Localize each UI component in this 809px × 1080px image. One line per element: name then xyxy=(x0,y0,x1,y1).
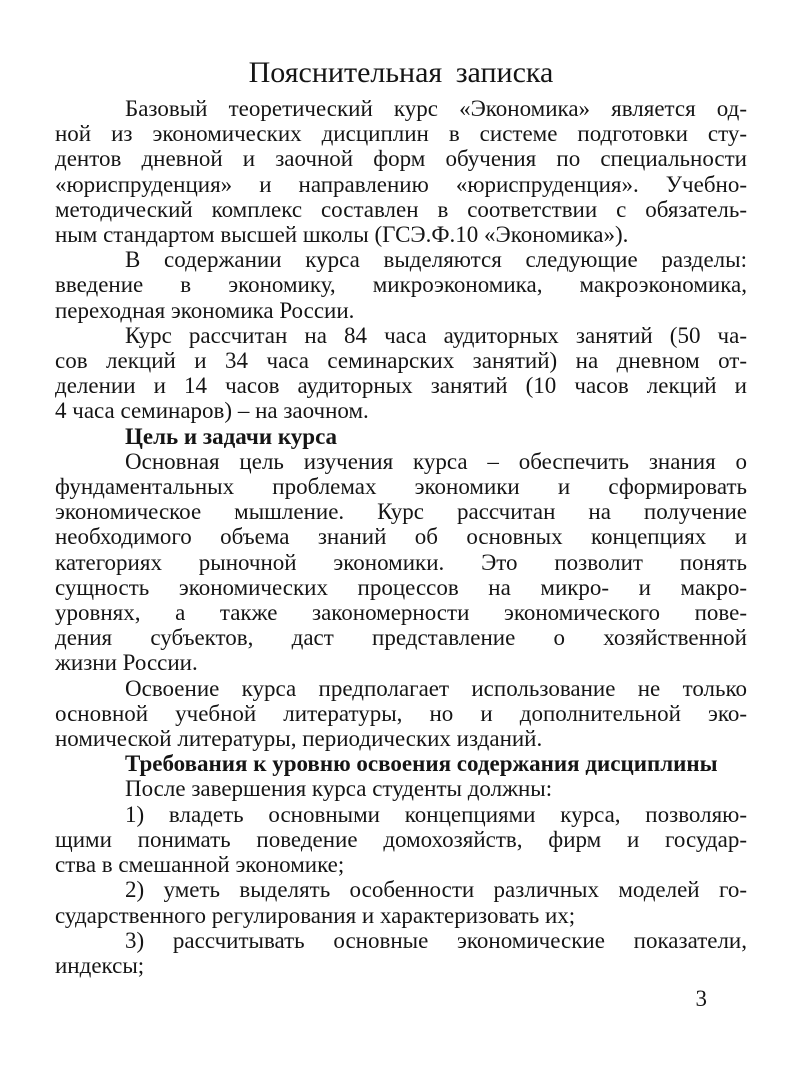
text-line: введение в экономику, микроэкономика, макроэкономика, xyxy=(55,272,747,298)
text-line: ной из экономических дисциплин в системе подготовки сту- xyxy=(55,121,747,147)
text-line: Требования к уровню освоения содержания дисциплины xyxy=(125,751,718,777)
text-line: номической литературы, периодических изданий. xyxy=(55,726,543,752)
text-line: индексы; xyxy=(55,952,145,978)
paragraph xyxy=(55,676,747,752)
text-line: Основная цель изучения курса – обеспечить знания о xyxy=(125,448,747,474)
text-line: сущность экономических процессов на микро- и макро- xyxy=(55,574,747,600)
section-heading xyxy=(55,751,747,776)
text-line: уровнях, а также закономерности экономического пове- xyxy=(55,600,747,626)
text-line: экономическое мышление. Курс рассчитан на получение xyxy=(55,499,747,525)
paragraph xyxy=(55,247,747,323)
text-block xyxy=(55,96,747,978)
paragraph xyxy=(55,776,747,801)
text-line: Цель и задачи курса xyxy=(125,423,338,449)
paragraph xyxy=(55,802,747,878)
text-line: переходная экономика России. xyxy=(55,297,355,323)
paragraph xyxy=(55,877,747,927)
text-line: щими понимать поведение домохозяйств, фирм и государ- xyxy=(55,826,747,852)
text-line: ства в смешанной экономике; xyxy=(55,852,345,878)
text-line: сударственного регулирования и характеризовать их; xyxy=(55,902,576,928)
text-line: 3) рассчитывать основные экономические показатели, xyxy=(125,927,747,953)
text-line: необходимого объема знаний об основных концепциях и xyxy=(55,524,747,550)
text-line: 4 часа семинаров) – на заочном. xyxy=(55,398,369,424)
page-number: 3 xyxy=(695,986,707,1011)
paragraph xyxy=(55,928,747,978)
text-line: После завершения курса студенты должны: xyxy=(125,776,553,802)
text-line: фундаментальных проблемах экономики и сформировать xyxy=(55,474,747,500)
text-line: 1) владеть основными концепциями курса, позволяю- xyxy=(125,801,747,827)
text-line: Освоение курса предполагает использование не только xyxy=(125,675,747,701)
text-line: сов лекций и 34 часа семинарских занятий) на дневном от- xyxy=(55,348,747,374)
paragraph xyxy=(55,449,747,676)
text-line: ным стандартом высшей школы (ГСЭ.Ф.10 «Экономика»). xyxy=(55,222,629,248)
text-line: дентов дневной и заочной форм обучения по специальности xyxy=(55,146,747,172)
text-line: Базовый теоретический курс «Экономика» является од- xyxy=(125,96,747,121)
section-heading xyxy=(55,424,747,449)
text-line: делении и 14 часов аудиторных занятий (10 часов лекций и xyxy=(55,373,747,399)
page-title: Пояснительная записка xyxy=(248,56,554,89)
text-line: методический комплекс составлен в соответствии с обязатель- xyxy=(55,196,747,222)
text-line: Курс рассчитан на 84 часа аудиторных занятий (50 ча- xyxy=(125,322,747,348)
text-line: жизни России. xyxy=(55,650,198,676)
paragraph xyxy=(55,323,747,424)
text-line: В содержании курса выделяются следующие разделы: xyxy=(125,247,747,273)
text-line: основной учебной литературы, но и дополнительной эко- xyxy=(55,700,747,726)
text-line: «юриспруденция» и направлению «юриспруденция». Учебно- xyxy=(55,171,747,197)
text-line: категориях рыночной экономики. Это позволит понять xyxy=(55,549,747,575)
text-line: 2) уметь выделять особенности различных моделей го- xyxy=(125,877,747,903)
text-line: дения субъектов, даст представление о хозяйственной xyxy=(55,625,747,651)
paragraph xyxy=(55,96,747,247)
